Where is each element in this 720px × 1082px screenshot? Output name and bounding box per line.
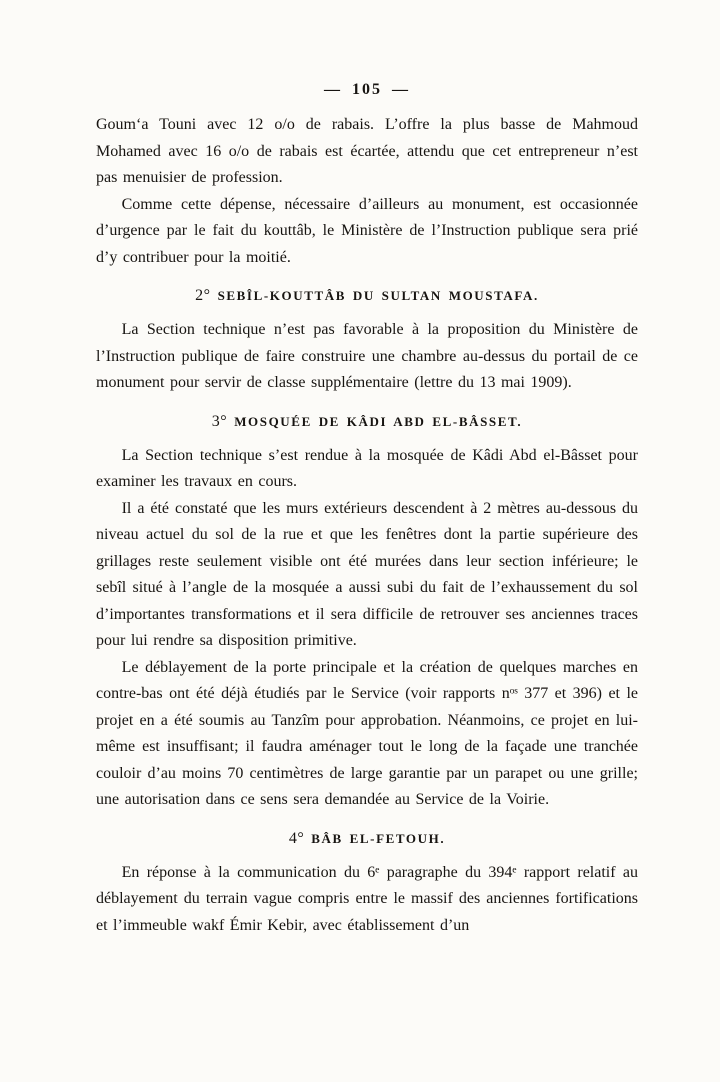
paragraph-section-technique-rendue: La Section technique s’est rendue à la mosquée de Kâdi Abd el-Bâsset pour examiner les travaux en cours.: [96, 446, 638, 490]
page-number: — 105 —: [324, 81, 410, 98]
section-number: 2°: [195, 287, 211, 304]
section-number: 3°: [211, 412, 228, 430]
paragraph-comme-cette-depense: Comme cette dépense, nécessaire d’ailleurs au monument, est occasionnée d’urgence par le fait du kouttâb, le Ministère de l’Instruction publique sera prié d’y contribuer pour la moitié.: [96, 195, 638, 266]
paragraph-gouma-touni: Goum‘a Touni avec 12 o/o de rabais. L’offre la plus basse de Mahmoud Mohamed avec 16 o/o de rabais est écartée, attendu que cet entrepreneur n’est pas menuisier de profession.: [96, 116, 638, 186]
section-heading-mosquee-kadi: [96, 406, 638, 435]
paragraph-section-technique-proposition: La Section technique n’est pas favorable à la proposition du Ministère de l’Instruction publique de faire construire une chambre au-dessus du portail de ce monument pour servir de classe supplémentaire (lettre du 13 mai 1909).: [96, 321, 638, 391]
section-title: MOSQUÉE DE KÂDI ABD EL-BÂSSET.: [234, 413, 523, 429]
section-number: 4°: [288, 829, 305, 847]
section-heading-bab-el-fetouh: [96, 823, 638, 852]
section-title: BÂB EL-FETOUH.: [311, 830, 446, 846]
paragraph-en-reponse: En réponse à la communication du 6ᵉ paragraphe du 394ᵉ rapport relatif au déblayement du terrain vague compris entre le massif des anciennes fortifications et l’immeuble wakf Émir Kebir, avec établissement d’un: [96, 863, 638, 934]
paragraph-deblayement-porte: Le déblayement de la porte principale et la création de quelques marches en contre-bas ont été déjà étudiés par le Service (voir rapports nᵒˢ 377 et 396) et le projet en a été soumis au Tanzîm pour approbation. Néanmoins, ce projet en lui-même est insuffisant; il faudra aménager tout le long de la façade une tranchée couloir d’au moins 70 centimètres de large garantie par un parapet ou une grille; une autorisation dans ce sens sera demandée au Service de la Voirie.: [96, 658, 638, 808]
paragraph-murs-exterieurs: Il a été constaté que les murs extérieurs descendent à 2 mètres au-dessous du niveau actuel du sol de la rue et que les fenêtres dont la partie supérieure des grillages reste seulement visible ont été murées dans leur section inférieure; le sebîl situé à l’angle de la mosquée a aussi subi du fait de l’exhaussement du sol d’importantes transformations et il sera difficile de retrouver ses anciennes traces pour lui rendre sa disposition primitive.: [96, 499, 638, 649]
page-body: [96, 112, 638, 939]
section-title: SEBÎL-KOUTTÂB DU SULTAN MOUSTAFA.: [217, 288, 539, 303]
section-heading-sebil-kouttab: [96, 280, 638, 309]
